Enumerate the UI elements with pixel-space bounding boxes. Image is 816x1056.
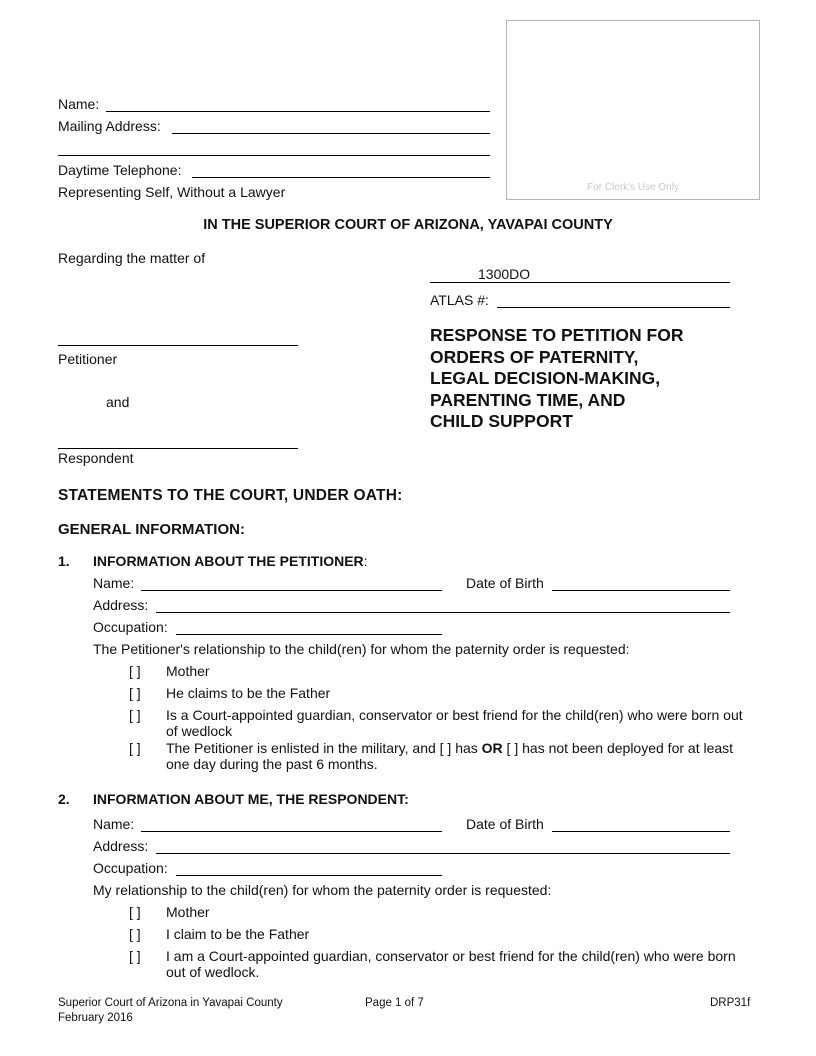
respondent-occupation-input[interactable] [176, 875, 442, 876]
statements-heading: STATEMENTS TO THE COURT, UNDER OATH: [58, 487, 403, 504]
case-number: 1300DO [478, 266, 531, 282]
military-or: OR [481, 740, 503, 756]
clerk-use-label: For Clerk's Use Only [587, 182, 679, 193]
petitioner-occupation-label: Occupation: [93, 619, 168, 635]
section-1-heading [93, 553, 368, 569]
checkbox[interactable]: [ ] [129, 740, 141, 756]
checkbox[interactable]: [ ] [129, 707, 141, 723]
daytime-telephone-field[interactable] [192, 177, 490, 178]
section-2-number: 2. [58, 791, 70, 807]
petitioner-name-input[interactable] [141, 590, 442, 591]
petitioner-label: Petitioner [58, 351, 118, 367]
checkbox[interactable]: [ ] [129, 904, 141, 920]
atlas-label: ATLAS #: [430, 292, 489, 308]
footer-date: February 2016 [58, 1012, 133, 1024]
section-1-heading-text: INFORMATION ABOUT THE PETITIONER [93, 553, 364, 569]
footer-page-number: Page 1 of 7 [365, 997, 424, 1009]
mailing-address-field-2[interactable] [58, 155, 490, 156]
document-title-line: PARENTING TIME, AND [430, 389, 626, 410]
clerk-use-box [506, 20, 760, 200]
respondent-dob-input[interactable] [552, 831, 730, 832]
section-1-heading-colon: : [363, 553, 368, 569]
respondent-option-mother: Mother [166, 904, 210, 920]
respondent-address-input[interactable] [156, 853, 730, 854]
respondent-label: Respondent [58, 450, 134, 466]
footer-form-code: DRP31f [710, 997, 751, 1009]
daytime-telephone-label: Daytime Telephone: [58, 162, 182, 178]
petitioner-option-father: He claims to be the Father [166, 685, 331, 701]
atlas-number-field[interactable] [497, 307, 730, 308]
representing-self-text: Representing Self, Without a Lawyer [58, 184, 286, 200]
checkbox[interactable]: [ ] [129, 685, 141, 701]
document-title-line: ORDERS OF PATERNITY, [430, 346, 639, 367]
section-2-heading: INFORMATION ABOUT ME, THE RESPONDENT: [93, 791, 409, 807]
respondent-name-input[interactable] [141, 831, 442, 832]
mailing-address-label: Mailing Address: [58, 118, 161, 134]
respondent-address-label: Address: [93, 838, 149, 854]
petitioner-option-guardian: Is a Court-appointed guardian, conservator or best friend for the child(ren) who were born out of wedlock [166, 707, 743, 739]
respondent-option-guardian: I am a Court-appointed guardian, conservator or best friend for the child(ren) who were born out of wedlock. [166, 948, 736, 980]
respondent-name-label: Name: [93, 816, 135, 832]
petitioner-relationship-text: The Petitioner's relationship to the child(ren) for whom the paternity order is requested: [93, 641, 630, 657]
petitioner-occupation-input[interactable] [176, 634, 442, 635]
petitioner-name-field[interactable] [58, 345, 298, 346]
regarding-matter-text: Regarding the matter of [58, 250, 206, 266]
case-number-field[interactable] [430, 282, 730, 283]
checkbox[interactable]: [ ] [129, 948, 141, 964]
court-title: IN THE SUPERIOR COURT OF ARIZONA, YAVAPAI COUNTY [203, 217, 613, 233]
section-1-number: 1. [58, 553, 70, 569]
petitioner-dob-input[interactable] [552, 590, 730, 591]
respondent-relationship-text: My relationship to the child(ren) for whom the paternity order is requested: [93, 882, 552, 898]
name-label: Name: [58, 96, 100, 112]
respondent-dob-label: Date of Birth [466, 816, 544, 832]
petitioner-dob-label: Date of Birth [466, 575, 544, 591]
mailing-address-field[interactable] [172, 133, 490, 134]
petitioner-address-input[interactable] [156, 612, 730, 613]
name-field[interactable] [106, 111, 490, 112]
document-title-line: RESPONSE TO PETITION FOR [430, 325, 684, 345]
document-title [430, 325, 683, 433]
petitioner-military-option [166, 740, 756, 772]
petitioner-option-mother: Mother [166, 663, 210, 679]
respondent-option-father: I claim to be the Father [166, 926, 310, 942]
military-text-1: The Petitioner is enlisted in the military, and [ ] has [166, 740, 482, 756]
document-title-line: LEGAL DECISION-MAKING, [430, 368, 661, 388]
respondent-name-field[interactable] [58, 448, 298, 449]
military-text-2: [ ] has not been deployed for at least one day during the past 6 months. [166, 740, 734, 772]
document-title-line: CHILD SUPPORT [430, 411, 573, 431]
general-information-heading: GENERAL INFORMATION: [58, 521, 245, 538]
petitioner-name-label: Name: [93, 575, 135, 591]
and-text: and [106, 394, 130, 410]
checkbox[interactable]: [ ] [129, 663, 141, 679]
respondent-occupation-label: Occupation: [93, 860, 168, 876]
checkbox[interactable]: [ ] [129, 926, 141, 942]
petitioner-address-label: Address: [93, 597, 149, 613]
footer-court: Superior Court of Arizona in Yavapai County [58, 997, 283, 1009]
